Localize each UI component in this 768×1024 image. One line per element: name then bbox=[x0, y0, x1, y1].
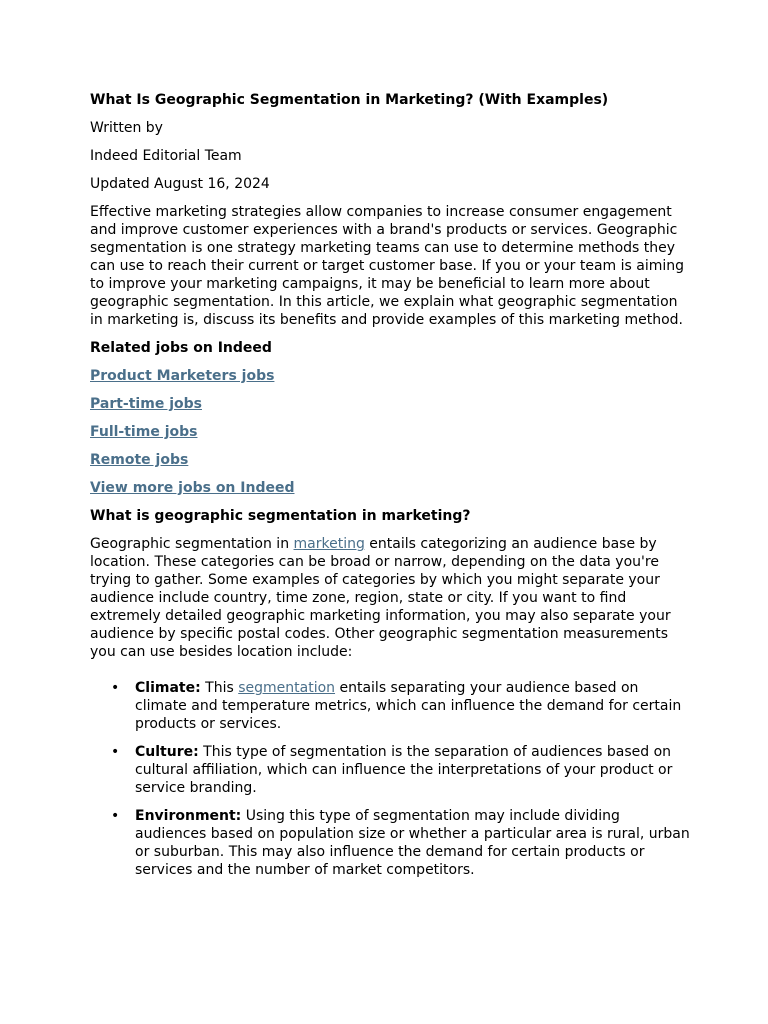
bullet-term: Culture: bbox=[135, 744, 199, 760]
section-text-end: entails categorizing an audience base by location. These categories can be broad or narrow, depending on the data you're trying to gather. Some examples of categories by which you might separate your audience include country, time zone, region, state or city. If you want to find extremely detailed geographic marketing information, you may also separate your audience by specific postal codes. Other geographic segmentation measurements you can use besides location include: bbox=[90, 536, 671, 660]
job-link-view-more[interactable]: View more jobs on Indeed bbox=[90, 480, 295, 496]
section-paragraph bbox=[90, 535, 690, 661]
bullet-icon: • bbox=[111, 680, 120, 696]
segmentation-link[interactable]: segmentation bbox=[238, 680, 336, 696]
article-title: What Is Geographic Segmentation in Marketing? (With Examples) bbox=[90, 92, 609, 108]
list-item-culture bbox=[90, 743, 690, 797]
related-jobs-heading: Related jobs on Indeed bbox=[90, 340, 272, 356]
bullet-icon: • bbox=[111, 808, 120, 824]
intro-paragraph: Effective marketing strategies allow companies to increase consumer engagement and improve customer experiences with a brand's products or services. Geographic segmentation is one strategy marketing teams can use to determine methods they can use to reach their current or target customer base. If you or your team is aiming to improve your marketing campaigns, it may be beneficial to learn more about geographic segmentation. In this article, we explain what geographic segmentation in marketing is, discuss its benefits and provide examples of this marketing method. bbox=[90, 204, 685, 328]
author-name: Indeed Editorial Team bbox=[90, 148, 242, 164]
job-link-full-time[interactable]: Full-time jobs bbox=[90, 424, 198, 440]
job-link-remote[interactable]: Remote jobs bbox=[90, 452, 189, 468]
bullet-term: Environment: bbox=[135, 808, 242, 824]
written-by-label: Written by bbox=[90, 120, 163, 136]
bullet-text: Using this type of segmentation may include dividing audiences based on population size or whether a particular area is rural, urban or suburban. This may also influence the demand for certain products or services and the number of market competitors. bbox=[135, 808, 690, 878]
bullet-icon: • bbox=[111, 744, 120, 760]
bullet-text: entails separating your audience based on climate and temperature metrics, which can influence the demand for certain products or services. bbox=[135, 680, 682, 732]
updated-date: Updated August 16, 2024 bbox=[90, 176, 270, 192]
section-heading: What is geographic segmentation in marketing? bbox=[90, 508, 471, 524]
bullet-text: This type of segmentation is the separation of audiences based on cultural affiliation, which can influence the interpretations of your product or service branding. bbox=[135, 744, 673, 796]
section-text-start: Geographic segmentation in bbox=[90, 536, 294, 552]
job-link-product-marketers[interactable]: Product Marketers jobs bbox=[90, 368, 275, 384]
bullet-text: This bbox=[200, 680, 239, 696]
job-link-part-time[interactable]: Part-time jobs bbox=[90, 396, 202, 412]
list-item-environment bbox=[90, 807, 690, 879]
document-page bbox=[90, 91, 690, 889]
list-item-climate bbox=[90, 679, 690, 733]
bullet-term: Climate: bbox=[135, 680, 201, 696]
measurement-list bbox=[90, 679, 690, 879]
marketing-link[interactable]: marketing bbox=[293, 536, 365, 552]
